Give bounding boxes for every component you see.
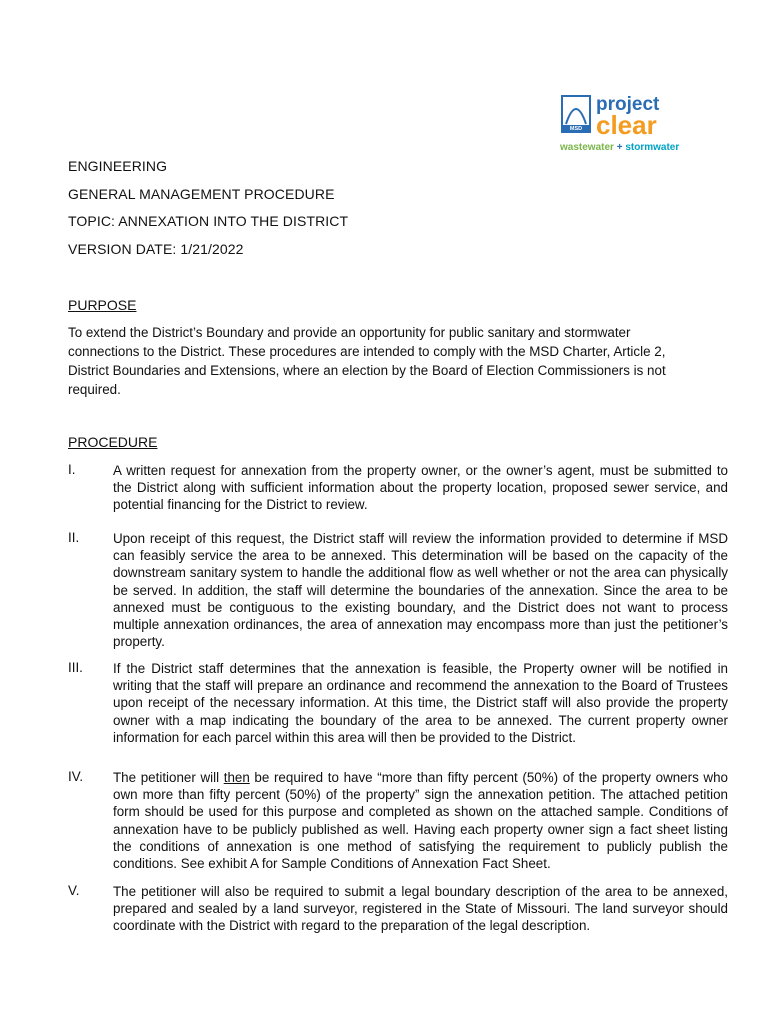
- item-number: IV.: [68, 769, 84, 784]
- header-topic: TOPIC: ANNEXATION INTO THE DISTRICT: [68, 213, 349, 229]
- logo-tagline: wastewater + stormwater: [560, 142, 680, 153]
- svg-text:project: project: [596, 94, 660, 115]
- header-department: ENGINEERING: [68, 158, 168, 174]
- header-version-date: VERSION DATE: 1/21/2022: [68, 241, 244, 257]
- item-text: If the District staff determines that the annexation is feasible, the Property owner will be notified in writing that the staff will prepare an ordinance and recommend the annexation to the Board of Trustees upon receipt of the necessary information. At this time, the District staff will also provide the property owner with a map indicating the boundary of the area to be annexed. The current property owner information for each parcel within this area will then be provided to the District.: [113, 661, 728, 745]
- purpose-paragraph: To extend the District’s Boundary and provide an opportunity for public sanitary and stormwater connections to the District. These procedures are intended to comply with the MSD Charter, Article 2, District Boundaries and Extensions, where an election by the Board of Election Commissioners is not required.: [68, 325, 666, 397]
- item-text: The petitioner will then be required to have “more than fifty percent (50%) of the property owners who own more than fifty percent (50%) of the property” sign the annexation petition. The attached petition form should be used for this purpose and completed as shown on the attached sample. Conditions of annexation have to be publicly published as well. Having each property owner sign a fact sheet listing the conditions of annexation is one method of satisfying the requirement to publicly publish the conditions. See exhibit A for Sample Conditions of Annexation Fact Sheet.: [113, 770, 728, 872]
- procedure-title: PROCEDURE: [68, 434, 158, 450]
- msd-arch-icon: [560, 88, 690, 140]
- item-number: V.: [68, 883, 80, 898]
- item-text: Upon receipt of this request, the District staff will review the information provided to determine if MSD can feasibly service the area to be annexed. This determination will be based on the capacity of the downstream sanitary system to handle the additional flow as well whether or not the area can physically be served. In addition, the staff will determine the boundaries of the annexation. Since the area to be annexed must be contiguous to the existing boundary, and the District does not want to process multiple annexation ordinances, the area of annexation may encompass more than just the petitioner’s property.: [113, 531, 728, 650]
- purpose-title: PURPOSE: [68, 297, 137, 313]
- item-number: III.: [68, 660, 83, 675]
- item-number: I.: [68, 462, 76, 477]
- svg-text:clear: clear: [596, 110, 657, 140]
- item-text: The petitioner will also be required to submit a legal boundary description of the area to be annexed, prepared and sealed by a land surveyor, registered in the State of Missouri. The land surveyor should coordinate with the District with regard to the preparation of the legal description.: [113, 884, 728, 934]
- svg-text:MSD: MSD: [569, 126, 583, 132]
- header-procedure-type: GENERAL MANAGEMENT PROCEDURE: [68, 186, 335, 202]
- item-text: A written request for annexation from the property owner, or the owner’s agent, must be submitted to the District along with sufficient information about the property location, proposed sewer service, and potential financing for the District to review.: [113, 463, 728, 513]
- item-number: II.: [68, 530, 80, 545]
